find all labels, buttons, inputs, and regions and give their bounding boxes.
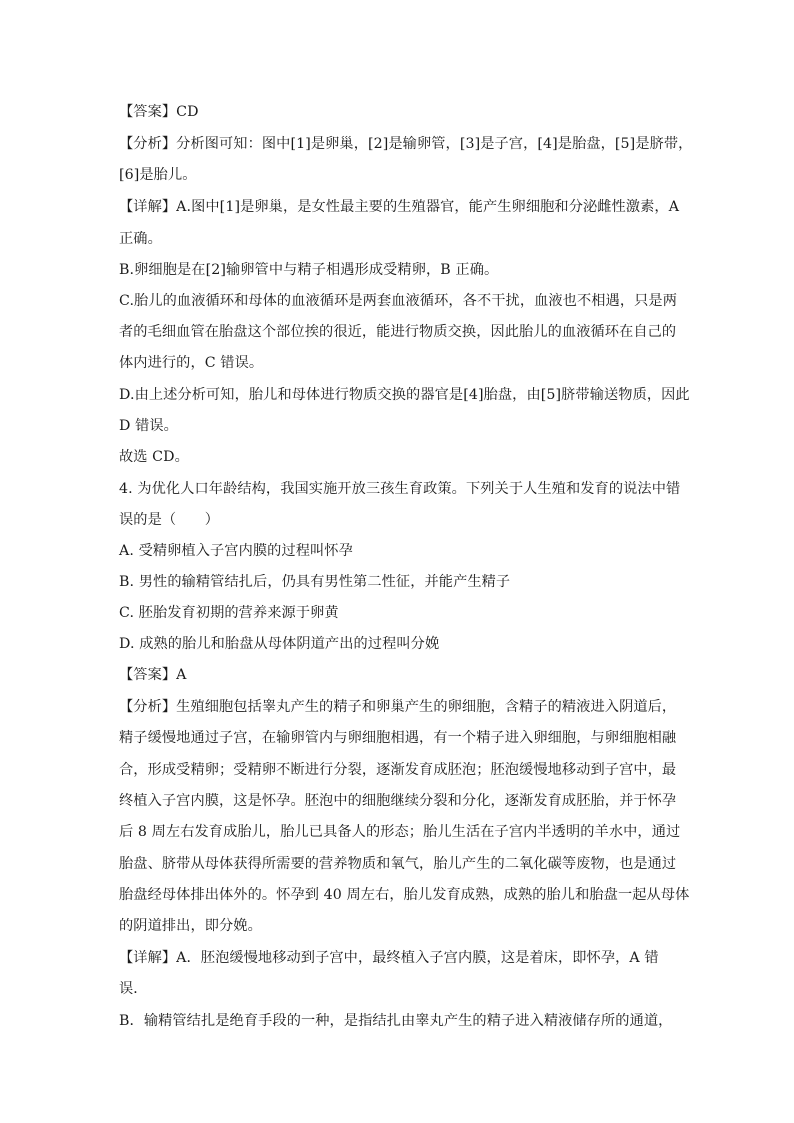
detail-2-line-2: 误． [119,981,148,997]
question-4-line-1: 4. 为优化人口年龄结构，我国实施开放三孩生育政策。下列关于人生殖和发育的说法中错 [119,481,681,497]
question-4-option-a: A. 受精卵植入子宫内膜的过程叫怀孕 [119,543,353,559]
analysis-line-1: 【分析】分析图可知：图中[1]是卵巢，[2]是输卵管，[3]是子宫，[4]是胎盘，[5]是脐带， [119,136,693,152]
detail-option-d-1: D.由上述分析可知，胎儿和母体进行物质交换的器官是[4]胎盘，由[5]脐带输送物质，因此 [119,387,690,403]
question-4-line-2: 误的是（ ） [119,512,220,528]
detail-option-b: B.卵细胞是在[2]输卵管中与精子相遇形成受精卵，B 正确。 [119,262,499,278]
question-4-option-b: B. 男性的输精管结扎后，仍具有男性第二性征，并能产生精子 [119,574,511,590]
analysis-2-line-1: 【分析】生殖细胞包括睾丸产生的精子和卵巢产生的卵细胞，含精子的精液进入阴道后， [119,699,677,715]
analysis-2-line-8: 的阴道排出，即分娩。 [119,918,262,934]
analysis-2-line-2: 精子缓慢地通过子宫，在输卵管内与卵细胞相遇，有一个精子进入卵细胞，与卵细胞相融 [119,730,677,746]
answer-heading-1: 【答案】CD [119,104,199,120]
detail-2-line-1: 【详解】A．胚泡缓慢地移动到子宫中，最终植入子宫内膜，这是着床，即怀孕，A 错 [119,950,659,966]
analysis-line-2: [6]是胎儿。 [119,167,197,183]
analysis-2-line-3: 合，形成受精卵；受精卵不断进行分裂，逐渐发育成胚泡；胚泡缓慢地移动到子宫中，最 [119,762,677,778]
detail-option-c-2: 者的毛细血管在胎盘这个部位挨的很近，能进行物质交换，因此胎儿的血液循环在自己的 [119,324,677,340]
detail-2-option-b: B．输精管结扎是绝育手段的一种，是指结扎由睾丸产生的精子进入精液储存所的通道， [119,1013,673,1029]
detail-line-2: 正确。 [119,231,162,247]
choice-result-1: 故选 CD。 [119,449,189,465]
detail-option-d-2: D 错误。 [119,418,178,434]
analysis-2-line-7: 胎盘经母体排出体外的。怀孕到 40 周左右，胎儿发育成熟，成熟的胎儿和胎盘一起从母体 [119,887,690,903]
analysis-2-line-5: 后 8 周左右发育成胎儿，胎儿已具备人的形态；胎儿生活在子宫内半透明的羊水中，通过 [119,824,681,840]
question-4-option-d: D. 成熟的胎儿和胎盘从母体阴道产出的过程叫分娩 [119,636,440,652]
detail-option-c-1: C.胎儿的血液循环和母体的血液循环是两套血液循环，各不干扰，血液也不相遇，只是两 [119,293,677,309]
answer-heading-2: 【答案】A [119,667,187,683]
analysis-2-line-6: 胎盘、脐带从母体获得所需要的营养物质和氧气，胎儿产生的二氧化碳等废物，也是通过 [119,856,677,872]
detail-line-1: 【详解】A.图中[1]是卵巢，是女性最主要的生殖器官，能产生卵细胞和分泌雌性激素，A [119,199,680,215]
analysis-2-line-4: 终植入子宫内膜，这是怀孕。胚泡中的细胞继续分裂和分化，逐渐发育成胚胎，并于怀孕 [119,793,677,809]
detail-option-c-3: 体内进行的，C 错误。 [119,355,264,371]
question-4-option-c: C. 胚胎发育初期的营养来源于卵黄 [119,605,339,621]
